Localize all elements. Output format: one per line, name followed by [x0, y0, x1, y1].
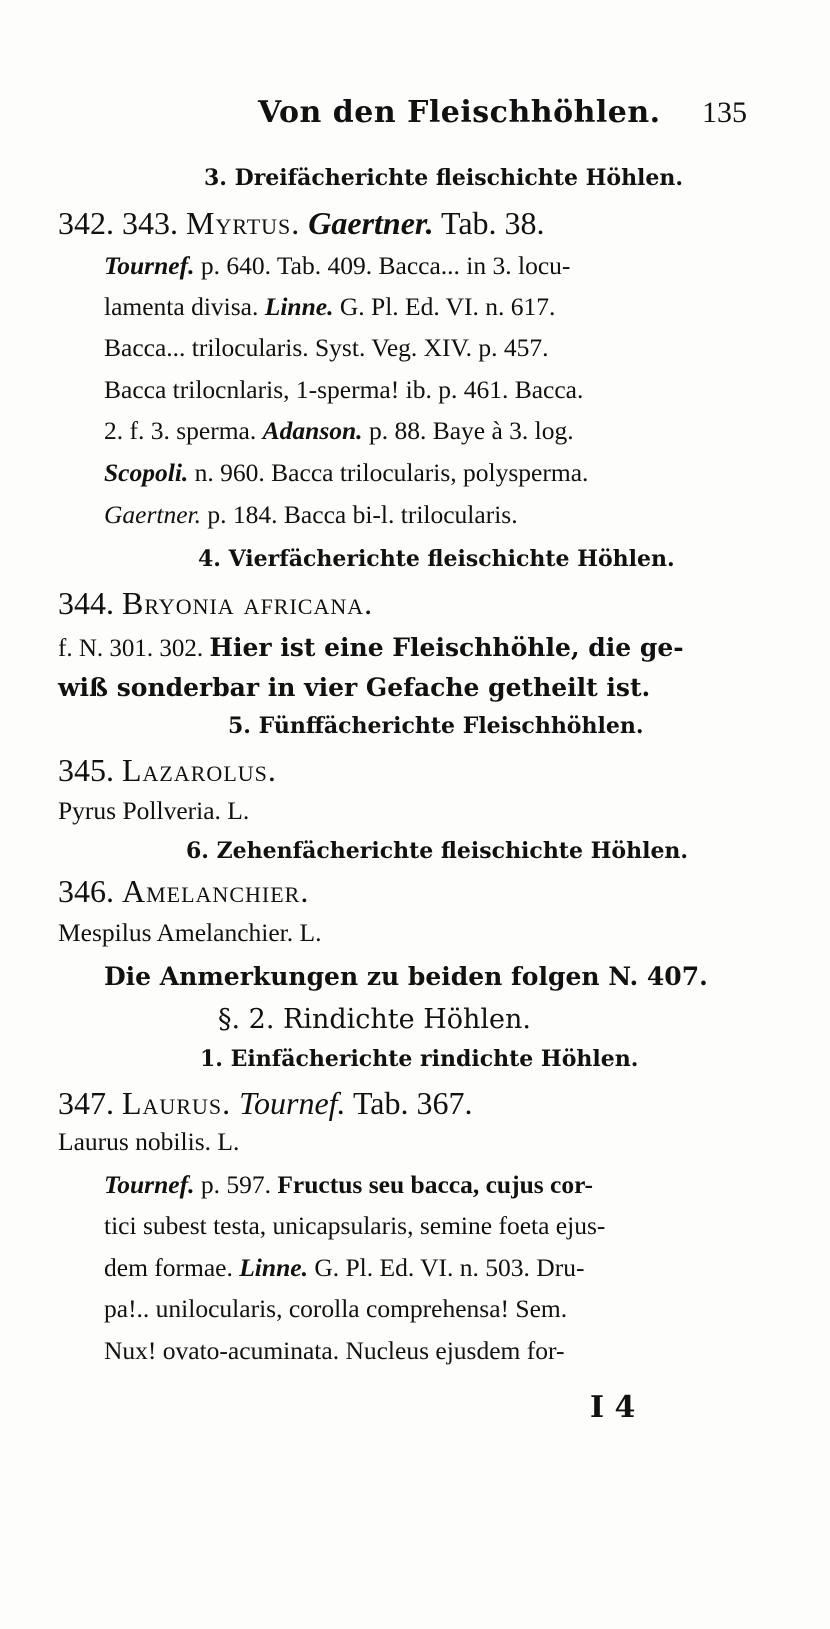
citation-text: lamenta divisa.: [104, 292, 265, 321]
subsection-heading-3: 3. Dreifächerichte fleischichte Höhlen.: [204, 165, 684, 191]
table-ref: Tab. 367.: [352, 1085, 473, 1121]
text-line: wiß sonderbar in vier Gefache getheilt ist.: [58, 673, 651, 702]
genus-name: Amelanchier.: [122, 873, 310, 909]
citation-author: Linne.: [239, 1253, 308, 1282]
author-name: Tournef.: [239, 1085, 346, 1121]
entry-number: 347.: [58, 1085, 114, 1121]
synonym-line: Laurus nobilis. L.: [58, 1127, 240, 1156]
text-line: [104, 292, 555, 322]
signature-mark: I 4: [590, 1390, 636, 1425]
citation-text: G. Pl. Ed. VI. n. 503. Dru-: [307, 1253, 585, 1282]
synonym-line: Mespilus Amelanchier. L.: [58, 918, 322, 947]
note-line: [104, 962, 708, 992]
citation-text: n. 960. Bacca trilocularis, polysperma.: [188, 458, 589, 487]
citation-text: p. 597.: [194, 1170, 278, 1199]
genus-name: Lazarolus.: [122, 752, 277, 788]
entry-number: 344.: [58, 585, 114, 621]
entry-heading-342: [58, 205, 545, 242]
citation-text: dem formae.: [104, 1253, 240, 1282]
entry-number: 342. 343.: [58, 205, 178, 241]
entry-heading-347: [58, 1085, 472, 1122]
text-line: [104, 1253, 584, 1283]
genus-name: Laurus.: [122, 1085, 232, 1121]
citation-text: G. Pl. Ed. VI. n. 617.: [333, 292, 556, 321]
text-line: Bacca trilocnlaris, 1-sperma! ib. p. 461. Bacca.: [104, 375, 584, 404]
citation-text: 2. f. 3. sperma.: [104, 416, 263, 445]
entry-number: 346.: [58, 873, 114, 909]
citation-text: p. 640. Tab. 409. Bacca... in 3. locu-: [194, 251, 571, 280]
citation-author: Linne.: [264, 292, 334, 321]
text-line: pa!.. unilocularis, corolla comprehensa! Sem.: [104, 1294, 568, 1323]
text-line: [58, 633, 684, 663]
subsection-heading-4: 4. Vierfächerichte fleischichte Höhlen.: [198, 546, 675, 572]
citation-author: Adanson.: [262, 416, 363, 445]
page-number: 135: [702, 96, 747, 129]
note-text: Hier ist eine Fleischhöhle, die ge-: [209, 633, 684, 662]
cross-reference: f. N. 301. 302.: [58, 635, 210, 662]
entry-heading-344: [58, 585, 373, 622]
paragraph-heading: §. 2. Rindichte Höhlen.: [218, 1004, 531, 1035]
synonym-line: Pyrus Pollveria. L.: [58, 796, 250, 825]
genus-name: Bryonia africana.: [122, 585, 374, 621]
entry-heading-345: [58, 752, 277, 789]
text-line: tici subest testa, unicapsularis, semine foeta ejus-: [104, 1211, 606, 1240]
author-name: Gaertner.: [308, 205, 434, 241]
running-header: Von den Fleischhöhlen.: [258, 95, 661, 130]
text-line: [104, 500, 518, 530]
text-line: [104, 458, 588, 488]
cross-reference: N. 407.: [608, 962, 708, 991]
entry-heading-346: [58, 873, 309, 910]
subsection-heading-6: 6. Zehenfächerichte fleischichte Höhlen.: [186, 838, 689, 864]
citation-author: Gaertner.: [104, 500, 202, 529]
genus-name: Myrtus.: [186, 205, 301, 241]
subsection-heading-5: 5. Fünffächerichte Fleischhöhlen.: [228, 713, 644, 739]
subsection-heading-1: 1. Einfächerichte rindichte Höhlen.: [200, 1046, 639, 1072]
citation-text: p. 184. Bacca bi-l. trilocularis.: [201, 500, 518, 529]
text-line: [104, 251, 570, 281]
table-ref: Tab. 38.: [441, 205, 545, 241]
text-line: [104, 416, 574, 446]
citation-author: Tournef.: [104, 1170, 195, 1199]
text-line: Bacca... trilocularis. Syst. Veg. XIV. p. 457.: [104, 333, 549, 362]
citation-author: Scopoli.: [104, 458, 189, 487]
text-line: Nux! ovato-acuminata. Nucleus ejusdem for-: [104, 1336, 565, 1365]
entry-number: 345.: [58, 752, 114, 788]
citation-text: p. 88. Baye à 3. log.: [362, 416, 574, 445]
citation-text: Fructus seu bacca, cujus cor-: [277, 1170, 593, 1199]
citation-author: Tournef.: [104, 251, 195, 280]
note-text: Die Anmerkungen zu beiden folgen: [104, 962, 609, 991]
text-line: [104, 1170, 593, 1200]
